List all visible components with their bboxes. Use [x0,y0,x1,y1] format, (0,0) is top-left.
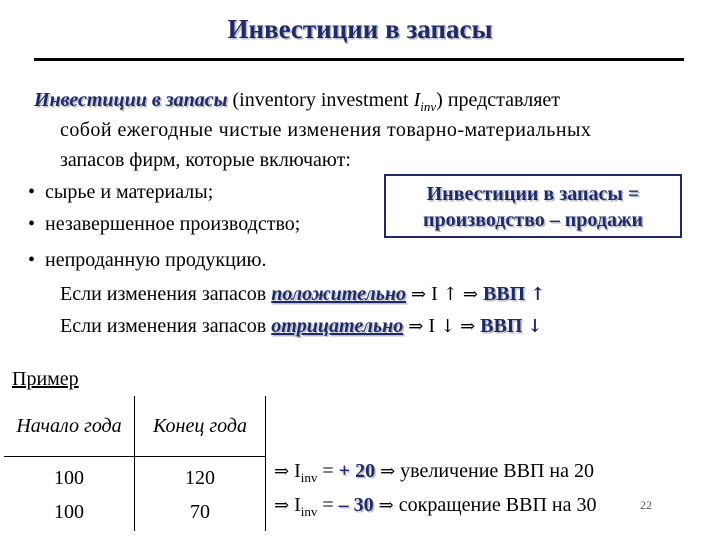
definition-term: Инвестиции в запасы [34,89,228,111]
rule-positive [60,284,545,304]
result-decrease [274,494,597,520]
rule-i: I [431,283,438,305]
slide-title: Инвестиции в запасы [227,14,493,44]
rule-prefix: Если изменения запасов [60,283,272,305]
rule-gdp: ВВП [480,315,523,337]
result-eq: = [317,460,339,482]
result-value: + 20 [338,460,376,482]
definition-line-3: запасов фирм, которые включают: [60,149,351,171]
implies-icon: ⇒ [274,461,290,482]
implies-icon: ⇒ [380,461,396,482]
result-increase [274,460,594,486]
result-lhs: I [294,494,301,516]
example-label: Пример [12,368,79,390]
implies-icon: ⇒ [378,495,394,516]
table-header-end: Конец года [135,396,266,457]
result-text: сокращение ВВП на 30 [398,494,597,516]
bullet-text: незавершенное производство; [45,213,301,235]
rule-negative [60,316,543,336]
definition-line-1 [34,90,560,113]
result-eq: = [317,494,339,516]
table-header-row [4,396,266,457]
table-row [4,457,266,494]
rule-gdp: ВВП [482,283,526,305]
bullet-item [28,182,213,202]
example-table [4,396,266,531]
arrow-down-icon: ↓ [527,316,543,337]
arrow-up-icon: ↑ [442,284,458,305]
definition-symbol: I [413,89,421,111]
definition-paren-close: ) представляет [436,89,561,111]
implies-icon: ⇒ [462,284,478,305]
formula-box [384,174,682,238]
arrow-down-icon: ↓ [439,316,456,337]
result-text: увеличение ВВП на 20 [400,460,594,482]
result-sub: inv [300,470,318,485]
definition-symbol-sub: inv [420,99,437,114]
arrow-up-icon: ↑ [530,284,546,305]
bullet-text: непроданную продукцию. [45,249,267,271]
bullet-text: сырье и материалы; [45,181,214,203]
bullet-dot: • [28,249,36,271]
table-cell: 70 [135,493,266,531]
rule-keyword: отрицательно [271,315,404,337]
definition-line-2: собой ежегодные чистые изменения товарно-материальных [60,119,592,141]
rule-i: I [428,315,435,337]
bullet-item [28,214,300,234]
table-row [4,493,266,531]
rule-prefix: Если изменения запасов [60,315,272,337]
definition-paren-open: (inventory investment [232,89,414,111]
bullet-dot: • [28,213,36,235]
table-cell: 100 [4,493,135,531]
implies-icon: ⇒ [408,316,424,337]
bullet-item [28,250,267,270]
implies-icon: ⇒ [410,284,427,305]
result-value: – 30 [338,494,374,516]
rule-keyword: положительно [271,283,406,305]
formula-line-1: Инвестиции в запасы = [426,183,640,205]
title-divider [34,58,684,61]
table-cell: 120 [135,457,266,494]
bullet-dot: • [28,181,36,203]
formula-line-2: производство – продажи [423,209,643,231]
table-cell: 100 [4,457,135,494]
implies-icon: ⇒ [460,316,476,337]
implies-icon: ⇒ [274,495,290,516]
page-number: 22 [640,498,652,512]
table-header-start: Начало года [4,396,135,457]
result-lhs: I [294,460,301,482]
result-sub: inv [300,504,318,519]
